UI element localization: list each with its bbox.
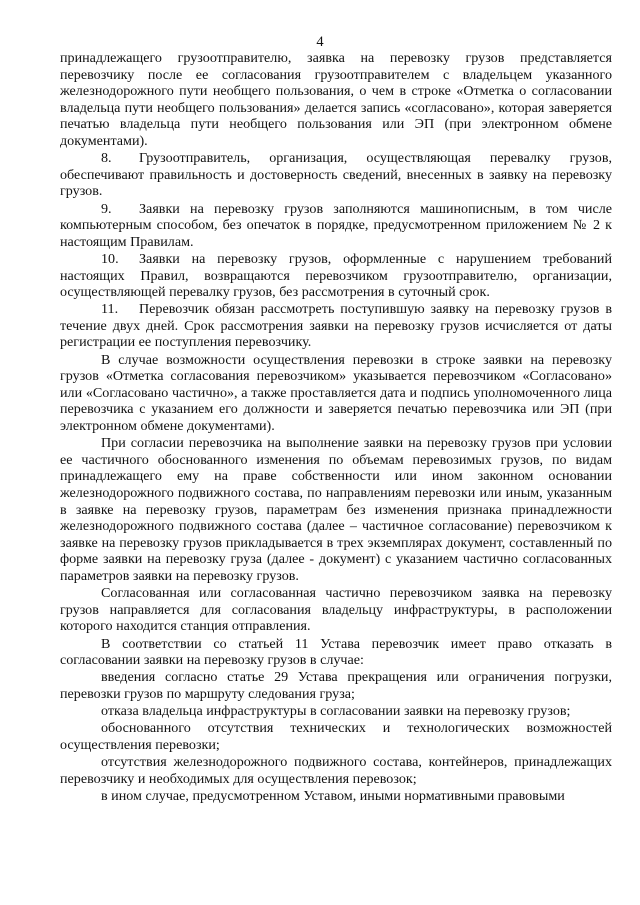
paragraph <box>60 585 612 635</box>
paragraph <box>60 636 612 669</box>
paragraph-text: Заявки на перевозку грузов, оформленные с нарушением требований настоящих Правил, возвращаются перевозчиком грузоотправителю, организации, осуществляющей перевалку грузов, без рассмотрения в суточный срок. <box>60 250 612 301</box>
paragraph-text: Грузоотправитель, организация, осуществляющая перевалку грузов, обеспечивают правильность и достоверность сведений, внесенных в заявку на перевозку грузов. <box>60 150 612 200</box>
paragraph-text: отсутствия железнодорожного подвижного состава, контейнеров, принадлежащих перевозчику и необходимых для осуществления перевозок; <box>60 754 612 787</box>
paragraph-text: В случае возможности осуществления перевозки в строке заявки на перевозку грузов «Отметка согласования перевозчиком» указывается перевозчиком «Согласовано» или «Согласовано частично», а также проставляется дата и подпись уполномоченного лица перевозчика с указанием его должности и заверяется печатью перевозчика или ЭП (при электронном обмене документами). <box>60 351 612 435</box>
paragraph-text: Перевозчик обязан рассмотреть поступившую заявку на перевозку грузов в течение двух дней. Срок рассмотрения заявки на перевозку грузов исчисляется от даты регистрации ее поступления перевозчику. <box>60 301 612 351</box>
paragraph-text: принадлежащего грузоотправителю, заявка на перевозку грузов представляется перевозчику после ее согласования грузоотправителем с владельцем указанного железнодорожного пути необщего пользования, о чем в строке «Отметка о согласовании владельца пути необщего пользования» делается запись «согласовано», которая заверяется печатью владельца пути необщего пользования или ЭП (при электронном обмене документами). <box>60 50 612 149</box>
item-number: 9. <box>101 200 112 217</box>
paragraph-text: В соответствии со статьей 11 Устава перевозчик имеет право отказать в согласовании заявки на перевозку грузов в случае: <box>60 635 612 669</box>
paragraph <box>60 352 612 435</box>
item-number: 10. <box>101 250 119 267</box>
paragraph-text: При согласии перевозчика на выполнение заявки на перевозку грузов при условии ее частичного обоснованного изменения по объемам перевозимых грузов, по видам принадлежащего ему на праве собственности или ином законном основании железнодорожного подвижного состава, по направлениям перевозки или иным, указанным в заявке на перевозку грузов, параметрам без изменения признака принадлежности железнодорожного подвижного состава (далее – частичное согласование) перевозчиком к заявке на перевозку грузов прикладывается в трех экземплярах документ, составленный по форме заявки на перевозку груза (далее - документ) с указанием частично согласованных параметров заявки на перевозку грузов. <box>60 435 612 584</box>
paragraph-text: Согласованная или согласованная частично перевозчиком заявка на перевозку грузов направляется для согласования владельцу инфраструктуры, в расположении которого находится станция отправления. <box>60 585 612 635</box>
paragraph <box>60 201 612 251</box>
paragraph <box>60 788 612 805</box>
item-number: 8. <box>101 150 112 167</box>
paragraph <box>60 301 612 351</box>
paragraph <box>60 150 612 200</box>
page-number: 4 <box>316 34 324 50</box>
body-text <box>60 50 612 804</box>
paragraph <box>60 720 612 753</box>
item-number: 11. <box>101 301 119 318</box>
paragraph <box>60 754 612 787</box>
paragraph <box>60 251 612 301</box>
paragraph <box>60 50 612 150</box>
paragraph-text: в ином случае, предусмотренном Уставом, иными нормативными правовыми <box>101 787 565 804</box>
paragraph-text: Заявки на перевозку грузов заполняются машинописным, в том числе компьютерным способом, без опечаток в порядке, предусмотренном приложением № 2 к настоящим Правилам. <box>60 200 612 250</box>
paragraph <box>60 669 612 702</box>
paragraph <box>60 703 612 720</box>
paragraph-text: отказа владельца инфраструктуры в согласовании заявки на перевозку грузов; <box>101 703 571 720</box>
paragraph <box>60 435 612 584</box>
paragraph-text: введения согласно статье 29 Устава прекращения или ограничения погрузки, перевозки грузов по маршруту следования груза; <box>60 669 612 702</box>
paragraph-text: обоснованного отсутствия технических и технологических возможностей осуществления перевозки; <box>60 720 612 753</box>
